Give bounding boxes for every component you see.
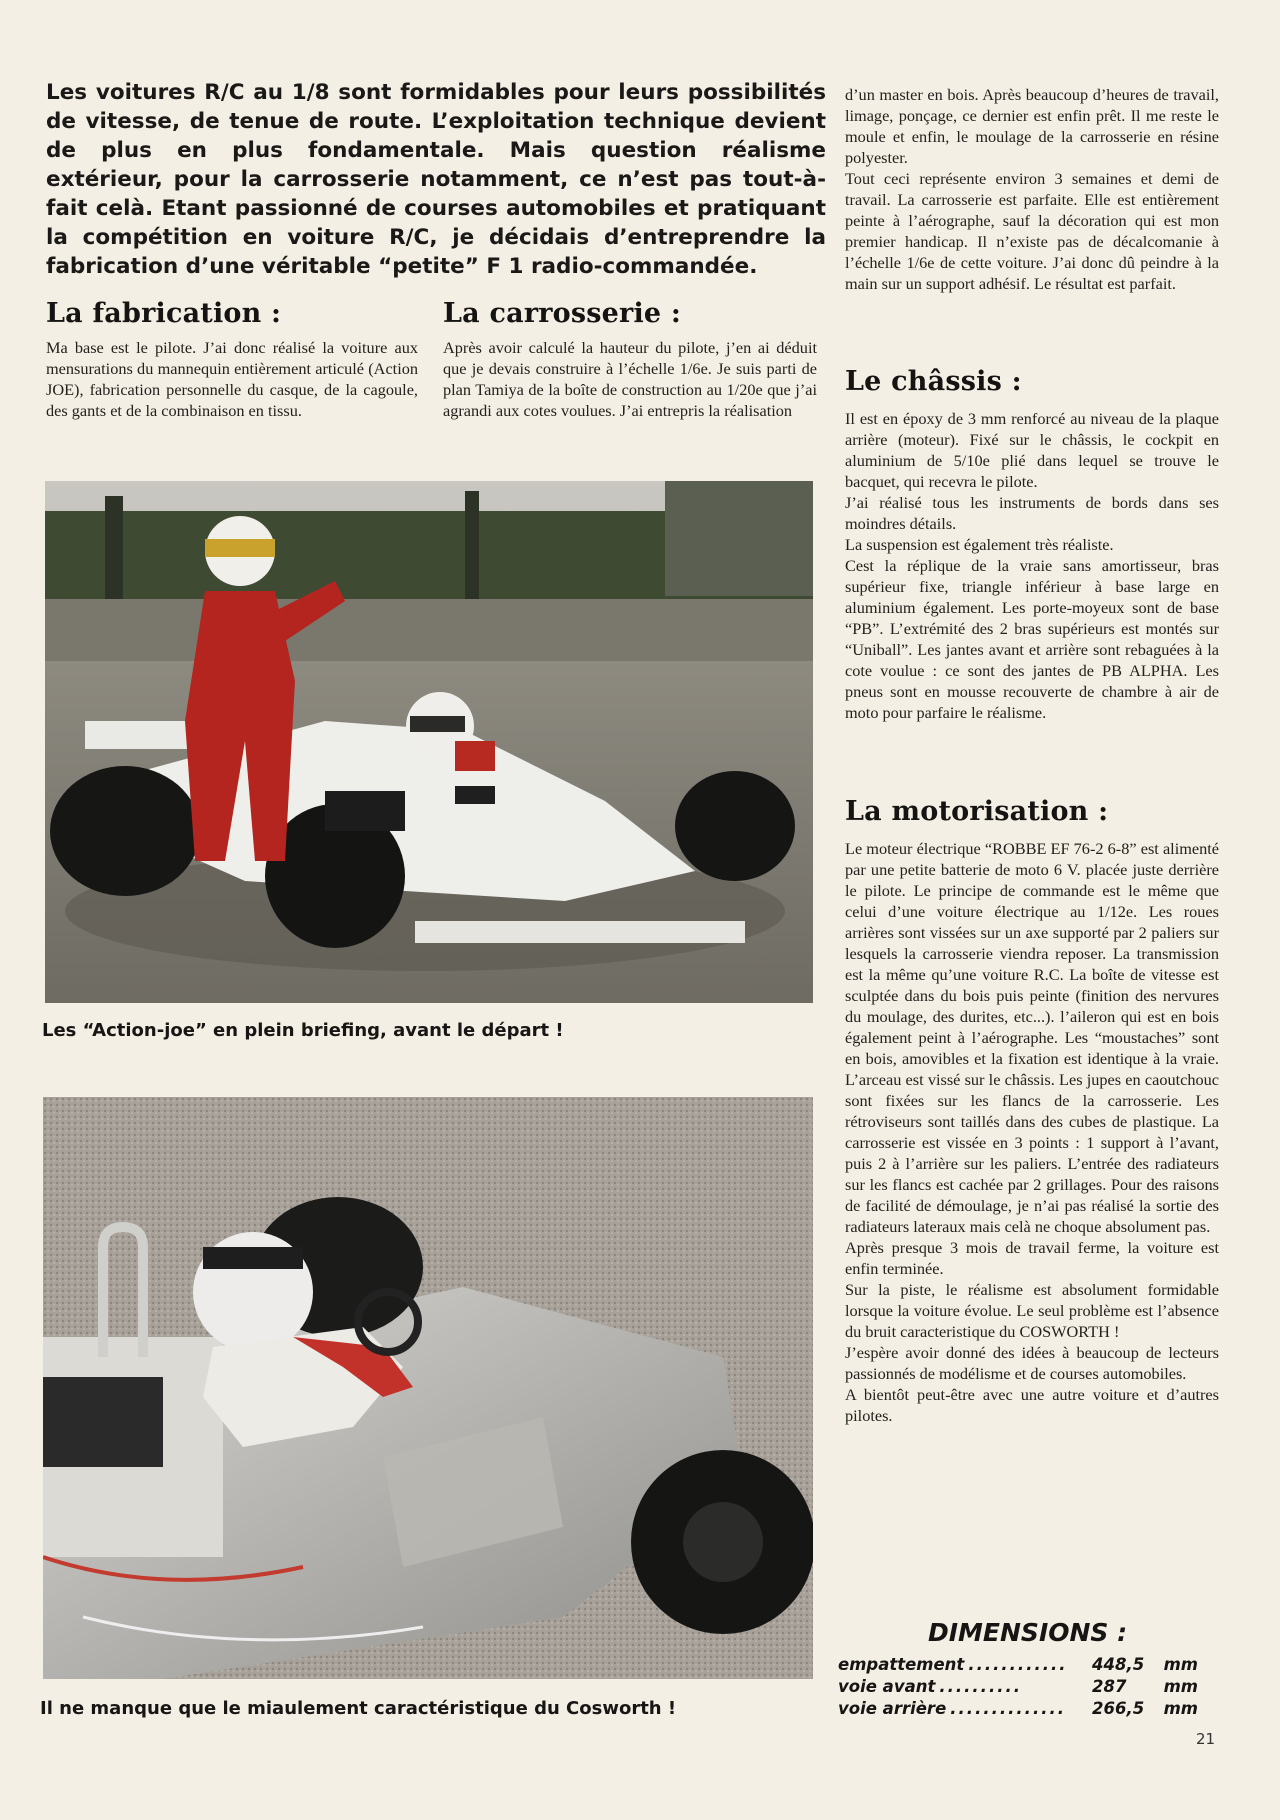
dimensions-title: DIMENSIONS : — [928, 1618, 1128, 1647]
dimension-value: 287 — [1092, 1677, 1127, 1696]
motorisation-paragraph-1: Le moteur électrique “ROBBE EF 76-2 6-8” est alimenté par une petite batterie de moto 6 V. placée juste derrière le pilote. Le principe de commande est le même que celui d’une voiture électrique au 1/12e. Les roues arrières sont vissées sur un axe supporté par 2 paliers sur lesquels la carrosserie viendra reposer. La transmission est la même qu’une voiture R.C. La boîte de vitesse est sculptée dans du bois puis peinte (finition des nervures du moulage, des durites, etc...). l’aileron qui est en bois également peint à l’aérographe. Les “moustaches” sont en bois, amovibles et la fixation est identique à la vraie. L’arceau est vissé sur le châssis. Les jupes en caoutchouc sont fixées sur les flancs de la carrosserie. Les rétroviseurs sont taillés dans des cubes de plastique. La carrosserie est vissée en 3 points : 1 support à l’avant, puis 2 à l’arrière sur les paliers. L’entrée des radiateurs sur les flancs est cachée par 2 grillages. Pour des raisons de facilité de démoulage, je n’ai pas réalisé la sortie des radiateurs lateraux mais celà ne choque absolument pas. — [845, 839, 1219, 1236]
motorisation-paragraph-3: Sur la piste, le réalisme est absolument formidable lorsque la voiture évolue. Le seul problème est l’absence du bruit caracteristique du COSWORTH ! — [845, 1280, 1219, 1341]
chassis-paragraph-3: La suspension est également très réaliste. — [845, 535, 1114, 554]
heading-fabrication: La fabrication : — [46, 298, 282, 329]
photo-drivers-briefing-illustration — [45, 481, 813, 1003]
carrosserie-continued-p1: d’un master en bois. Après beaucoup d’heures de travail, limage, ponçage, ce dernier est enfin prêt. Il me reste le moule et enfin, le moulage de la carrosserie en résine polyester. — [845, 85, 1219, 167]
fabrication-paragraph: Ma base est le pilote. J’ai donc réalisé la voiture aux mensurations du mannequin entièrement articulé (Action JOE), fabrication personnelle du casque, de la cagoule, des gants et de la combinaison en tissu. — [46, 338, 418, 420]
dimension-leader-dots: .............. — [950, 1699, 1067, 1718]
motorisation-paragraph-4: J’espère avoir donné des idées à beaucoup de lecteurs passionnés de modélisme et de courses automobiles. — [845, 1343, 1219, 1383]
dimension-label: voie arrière — [838, 1699, 947, 1718]
carrosserie-paragraph: Après avoir calculé la hauteur du pilote, j’en ai déduit que je devais construire à l’échelle 1/6e. Je suis parti de plan Tamiya de la boîte de construction au 1/20e que j’ai agrandi aux cotes voulues. J’ai entrepris la réalisation — [443, 338, 817, 420]
dimension-leader-dots: ............ — [968, 1655, 1068, 1674]
motorisation-paragraph-2: Après presque 3 mois de travail ferme, la voiture est enfin terminée. — [845, 1238, 1219, 1278]
caption-photo-1: Les “Action-joe” en plein briefing, avant le départ ! — [42, 1020, 564, 1041]
heading-chassis: Le châssis : — [845, 366, 1022, 397]
photo-cockpit-closeup-illustration — [43, 1097, 813, 1679]
motorisation-text — [845, 838, 1219, 1426]
page-number: 21 — [1196, 1730, 1216, 1748]
photo-cockpit-closeup — [43, 1097, 813, 1679]
dimension-leader-dots: .......... — [939, 1677, 1023, 1696]
carrosserie-text — [443, 337, 817, 421]
dimension-row-empattement — [838, 1654, 1198, 1676]
caption-photo-2: Il ne manque que le miaulement caractéristique du Cosworth ! — [40, 1698, 677, 1719]
chassis-paragraph-1: Il est en époxy de 3 mm renforcé au niveau de la plaque arrière (moteur). Fixé sur le châssis, le cockpit en aluminium de 5/10e plié dans lequel se trouve le bacquet, qui recevra le pilote. — [845, 409, 1219, 491]
dimension-row-voie-avant — [838, 1676, 1198, 1698]
motorisation-paragraph-5: A bientôt peut-être avec une autre voiture et d’autres pilotes. — [845, 1385, 1219, 1425]
heading-carrosserie: La carrosserie : — [443, 298, 682, 329]
dimension-label: voie avant — [838, 1677, 936, 1696]
chassis-text — [845, 408, 1219, 723]
heading-motorisation: La motorisation : — [845, 796, 1109, 827]
carrosserie-continued — [845, 84, 1219, 294]
fabrication-text — [46, 337, 418, 421]
dimensions-table — [838, 1654, 1198, 1720]
dimension-value: 266,5 — [1092, 1699, 1145, 1718]
dimension-unit: mm — [1163, 1677, 1198, 1696]
carrosserie-continued-p2: Tout ceci représente environ 3 semaines et demi de travail. La carrosserie est parfaite. Elle est entièrement peinte à l’aérographe, sauf la décoration qui est mon premier handicap. Il n’existe pas de décalcomanie à l’échelle 1/6e de cette voiture. J’ai donc dû peindre à la main sur un support adhésif. Le résultat est parfait. — [845, 169, 1219, 293]
dimension-row-voie-arriere — [838, 1698, 1198, 1720]
chassis-paragraph-4: Cest la réplique de la vraie sans amortisseur, bras supérieur fixe, triangle inférieur à base large en aluminium également. Les porte-moyeux sont de base “PB”. L’extrémité des 2 bras supérieurs est montés sur “Uniball”. Les jantes avant et arrière sont rebaguées à la cote voulue : ce sont des jantes de PB ALPHA. Les pneus sont en mousse recouverte de chambre à air de moto pour parfaire le réalisme. — [845, 556, 1219, 722]
dimension-unit: mm — [1163, 1699, 1198, 1718]
dimension-value: 448,5 — [1092, 1655, 1145, 1674]
dimension-unit: mm — [1163, 1655, 1198, 1674]
photo-drivers-briefing — [45, 481, 813, 1003]
chassis-paragraph-2: J’ai réalisé tous les instruments de bords dans ses moindres détails. — [845, 493, 1219, 533]
dimension-label: empattement — [838, 1655, 965, 1674]
intro-paragraph: Les voitures R/C au 1/8 sont formidables pour leurs possibilités de vitesse, de tenue de route. L’exploitation technique devient de plus en plus fondamentale. Mais question réalisme extérieur, pour la carrosserie notamment, ce n’est pas tout-à-fait celà. Etant passionné de courses automobiles et pratiquant la compétition en voiture R/C, je décidais d’entreprendre la fabrication d’une véritable “petite” F 1 radio-commandée. — [46, 80, 826, 279]
